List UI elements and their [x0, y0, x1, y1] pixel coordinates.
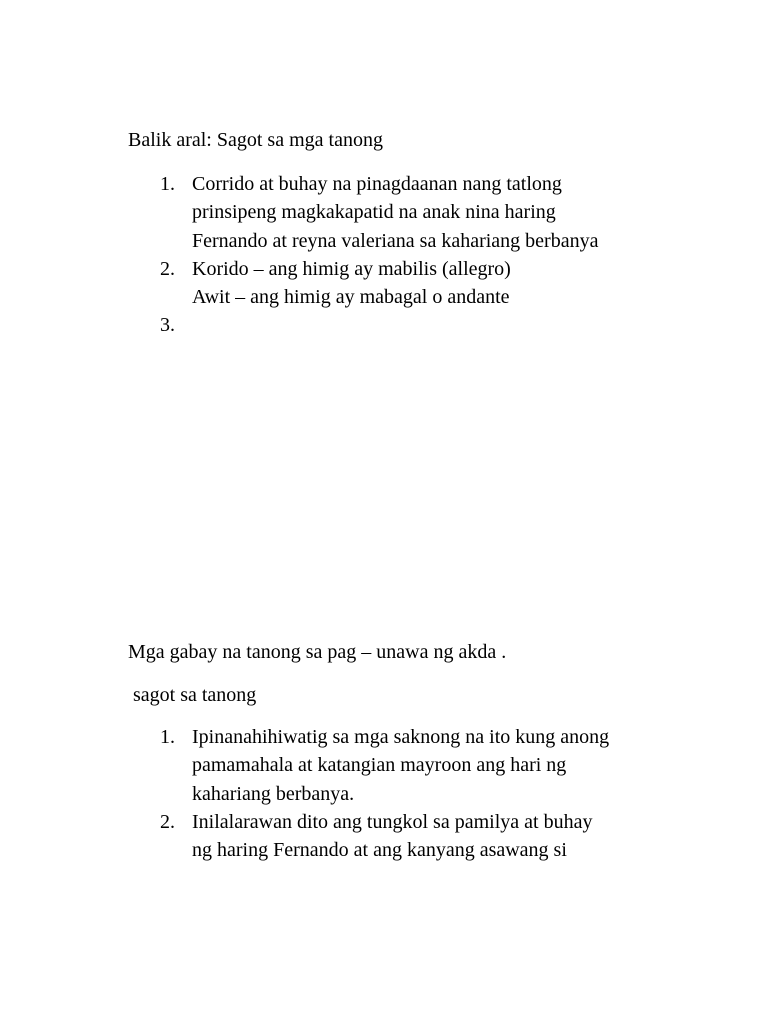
- answer-line: Ipinanahihiwatig sa mga saknong na ito kung anong: [192, 726, 610, 748]
- review-heading: Balik aral: Sagot sa mga tanong: [128, 129, 383, 151]
- answer-line: [192, 311, 652, 339]
- answers-subheading: sagot sa tanong: [133, 684, 257, 706]
- answer-line: kahariang berbanya.: [192, 782, 355, 805]
- answer-line: Awit – ang himig ay mabagal o andante: [192, 286, 510, 309]
- answer-line: Fernando at reyna valeriana sa kahariang berbanya: [192, 229, 599, 252]
- list-item-number: 3.: [160, 314, 175, 337]
- answer-line: pamamahala at katangian mayroon ang hari ng: [192, 754, 567, 777]
- answer-line: Inilalarawan dito ang tungkol sa pamilya at buhay: [192, 810, 593, 833]
- list-item-number: 1.: [160, 726, 175, 748]
- answer-line: Korido – ang himig ay mabilis (allegro): [192, 257, 511, 280]
- list-item: [160, 170, 652, 255]
- answer-line: ng haring Fernando at ang kanyang asawang si: [192, 839, 567, 862]
- list-item: [160, 311, 652, 339]
- list-item-number: 1.: [160, 173, 175, 195]
- list-item: [160, 808, 652, 865]
- list-item-number: 2.: [160, 810, 175, 833]
- review-answers-list: [160, 170, 652, 340]
- list-item: [160, 723, 652, 808]
- guide-answers-list: [160, 723, 652, 864]
- guide-questions-heading: Mga gabay na tanong sa pag – unawa ng akda .: [128, 641, 507, 663]
- list-item-number: 2.: [160, 257, 175, 280]
- answer-line: prinsipeng magkakapatid na anak nina haring: [192, 201, 556, 224]
- answer-line: Corrido at buhay na pinagdaanan nang tatlong: [192, 173, 562, 195]
- list-item: [160, 255, 652, 312]
